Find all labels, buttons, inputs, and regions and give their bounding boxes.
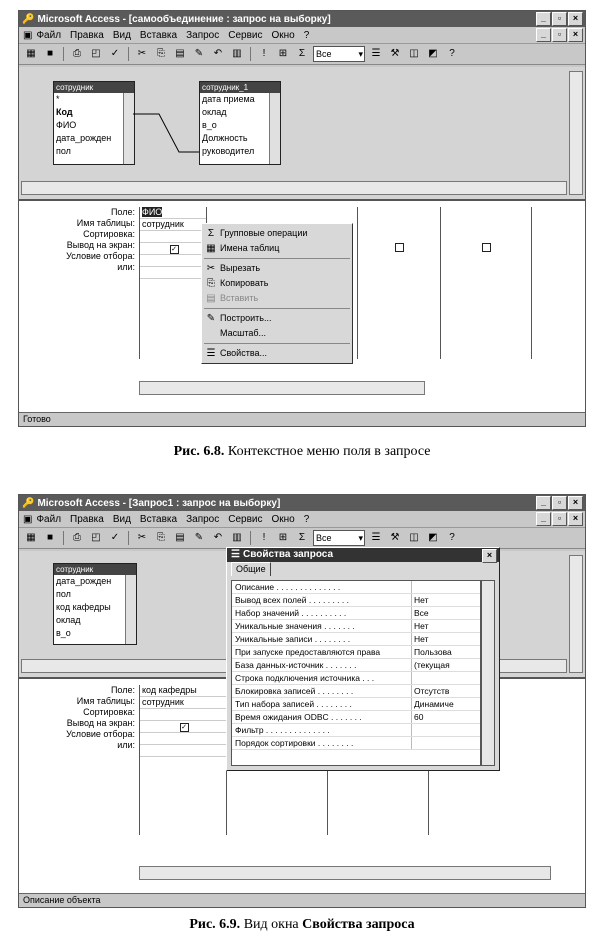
criteria-cell[interactable] [140,255,206,267]
menu-separator [204,308,350,309]
field-item[interactable]: руководител [202,146,255,156]
copy-icon[interactable]: ⎘ [157,532,165,543]
grid-horizontal-scrollbar[interactable] [139,866,551,880]
menu-item-zoom[interactable] [202,326,352,341]
toolbar-separator [250,531,251,545]
window-title: Microsoft Access - [самообъединение : запрос на выборку] [37,13,331,25]
property-value[interactable] [412,672,480,684]
or-cell[interactable] [140,745,226,757]
access-key-icon: 🔑 [22,497,35,509]
toolbar-separator [128,531,129,545]
paste-icon: ▤ [206,293,216,304]
property-row[interactable] [232,633,480,646]
menu-help[interactable]: ? [303,29,310,41]
property-row[interactable] [232,581,480,594]
toolbar [19,528,585,549]
menu-edit[interactable]: Правка [70,29,104,41]
property-row[interactable] [232,724,480,737]
undo-icon[interactable]: ↶ [213,532,223,543]
show-checkbox[interactable]: ✓ [171,246,177,253]
property-row[interactable] [232,659,480,672]
access-key-icon: 🔑 [22,13,35,25]
property-row[interactable] [232,607,480,620]
grid-row-labels [19,685,137,751]
menu-item-label: Копировать [220,278,269,288]
show-cell[interactable] [140,243,206,255]
criteria-cell[interactable] [140,733,226,745]
toolbar [19,44,585,65]
menu-separator [204,343,350,344]
property-row[interactable] [232,698,480,711]
property-value[interactable]: Динамиче [414,699,454,709]
show-checkbox[interactable] [482,243,491,252]
field-item[interactable]: оклад [56,615,81,625]
save-icon[interactable]: ■ [46,532,54,543]
or-cell[interactable] [140,267,206,279]
paste-icon[interactable]: ▤ [175,48,185,59]
figure-caption-1 [0,444,604,460]
field-item[interactable]: пол [56,589,71,599]
spelling-icon[interactable]: ✓ [110,48,120,59]
row-label-field: Поле: [110,685,135,695]
field-cell[interactable]: код кафедры [140,685,226,697]
paste-icon[interactable]: ▤ [175,532,185,543]
grid-column-5[interactable] [531,207,579,359]
menu-query[interactable]: Запрос [186,29,220,41]
copy-icon: ⎘ [207,278,215,289]
table-pane [19,67,585,201]
status-bar: Описание объекта [19,893,585,907]
top-values-combo[interactable]: Все ▾ [313,530,365,546]
row-label-criteria: Условие отбора: [66,729,135,739]
row-label-or: или: [117,740,135,750]
cut-icon[interactable]: ✂ [137,48,147,59]
properties-title-bar [227,548,499,562]
show-cell[interactable] [140,721,226,733]
title-bar [19,495,585,511]
menu-view[interactable]: Вид [112,513,131,525]
toolbar-separator [63,47,64,61]
field-cell[interactable] [140,207,206,219]
property-name: Тип набора записей . . . . . . . . [232,698,412,710]
tab-general[interactable]: Общие [231,562,271,576]
field-item[interactable]: дата_рожден [56,133,112,143]
property-name: Блокировка записей . . . . . . . . [232,685,412,697]
property-value[interactable]: Все [414,608,429,618]
property-value[interactable]: Пользова [414,647,452,657]
field-item[interactable]: оклад [202,107,227,117]
field-item[interactable]: код кафедры [56,602,111,612]
menu-item-paste [202,291,352,306]
run-icon[interactable]: ! [262,532,266,543]
row-label-sort: Сортировка: [83,707,135,717]
cut-icon: ✂ [206,263,216,274]
view-icon[interactable]: ▦ [26,532,36,543]
cut-icon[interactable]: ✂ [137,532,147,543]
row-label-table: Имя таблицы: [76,218,135,228]
table-scrollbar[interactable] [125,575,136,644]
show-checkbox[interactable]: ✓ [181,724,187,731]
menu-window[interactable]: Окно [271,29,295,41]
copy-icon[interactable]: ⎘ [157,48,165,59]
caption-window-name: Свойства запроса [302,917,415,932]
menu-item-cut[interactable] [202,261,352,276]
property-name: Набор значений . . . . . . . . . . [232,607,412,619]
property-name: База данных-источник . . . . . . . [232,659,412,671]
menu-item-table-names[interactable] [202,241,352,256]
property-value[interactable]: Нет [414,595,429,605]
vertical-scrollbar[interactable] [569,555,583,673]
undo-icon[interactable]: ↶ [213,48,223,59]
spelling-icon[interactable]: ✓ [110,532,120,543]
grid-column-3[interactable] [357,207,440,359]
show-table-icon[interactable]: ⊞ [278,48,288,59]
query-properties-window [226,547,500,771]
figure-caption-2 [0,917,604,933]
properties-icon[interactable]: ☰ [371,532,381,543]
menu-help[interactable]: ? [303,513,310,525]
menu-file[interactable]: Файл [36,29,62,41]
menu-view[interactable]: Вид [112,29,131,41]
field-item[interactable]: дата приема [202,94,255,104]
save-icon[interactable]: ■ [46,48,54,59]
context-menu [201,223,353,364]
property-name: Уникальные значения . . . . . . . [232,620,412,632]
menu-tools[interactable]: Сервис [228,29,263,41]
field-item[interactable]: * [56,94,60,104]
field-cell-value: ФИО [142,207,163,217]
print-icon[interactable]: ⎙ [73,532,81,543]
table-title: сотрудник [54,82,134,93]
menu-bar [19,27,585,44]
property-name: Порядок сортировки . . . . . . . . [232,737,412,749]
doc-maximize-button[interactable]: ▫ [552,28,567,42]
sigma-icon: Σ [207,228,215,239]
database-window-icon[interactable]: ◫ [409,532,419,543]
property-row[interactable] [232,737,480,750]
menu-separator [204,258,350,259]
property-row[interactable] [232,711,480,724]
field-item[interactable]: Должность [202,133,248,143]
menu-window[interactable]: Окно [271,513,295,525]
property-value[interactable]: 60 [414,712,424,722]
properties-list [231,580,481,766]
property-name: Вывод всех полей . . . . . . . . . [232,594,412,606]
properties-close-button[interactable]: × [482,549,497,563]
menu-tools[interactable]: Сервис [228,513,263,525]
properties-icon[interactable]: ☰ [371,48,381,59]
grid-column-1[interactable] [139,685,226,835]
build-wand-icon: ✎ [206,313,216,324]
row-label-or: или: [117,262,135,272]
maximize-button[interactable]: ▫ [552,496,567,510]
preview-icon[interactable]: ◰ [91,532,101,543]
caption-text: Контекстное меню поля в запросе [224,444,431,459]
top-values-combo[interactable]: Все ▾ [313,46,365,62]
maximize-button[interactable]: ▫ [552,12,567,26]
window-title: Microsoft Access - [Запрос1 : запрос на выборку] [37,497,281,509]
new-object-icon[interactable]: ◩ [428,48,438,59]
properties-icon: ☰ [231,549,240,560]
run-icon[interactable]: ! [262,48,266,59]
property-row[interactable] [232,646,480,659]
row-label-sort: Сортировка: [83,229,135,239]
menu-item-label: Имена таблиц [220,243,280,253]
menu-item-label: Построить... [220,313,272,323]
table-sotrudnik[interactable] [53,563,137,645]
table-title: сотрудник_1 [200,82,280,93]
grid-horizontal-scrollbar[interactable] [139,381,425,395]
menu-edit[interactable]: Правка [70,513,104,525]
build-icon[interactable]: ⚒ [390,48,400,59]
row-label-table: Имя таблицы: [76,696,135,706]
property-value[interactable]: Отсутств [414,686,450,696]
table-cell[interactable]: сотрудник [140,219,206,231]
row-label-criteria: Условие отбора: [66,251,135,261]
menu-item-label: Свойства... [220,348,268,358]
close-button[interactable]: × [568,12,583,26]
table-cell[interactable]: сотрудник [140,697,226,709]
toolbar-separator [128,47,129,61]
document-icon[interactable]: ▣ [23,513,33,525]
access-window-1 [18,10,586,427]
menu-item-properties[interactable] [202,346,352,361]
row-label-show: Вывод на экран: [66,240,135,250]
property-row[interactable] [232,594,480,607]
format-painter-icon[interactable]: ✎ [194,532,204,543]
property-value[interactable] [412,737,480,749]
property-name: Описание . . . . . . . . . . . . . . [232,581,412,593]
properties-tabs [227,562,499,576]
table-names-icon: ▦ [206,243,216,254]
show-table-icon[interactable]: ⊞ [278,532,288,543]
show-checkbox[interactable] [395,243,404,252]
field-item[interactable]: в_о [202,120,217,130]
help-icon[interactable]: ? [449,48,455,59]
menu-item-label: Вставить [220,293,259,303]
doc-close-button[interactable]: × [568,28,583,42]
caption-text: Вид окна [240,917,303,932]
query-type-icon[interactable]: ▥ [232,532,242,543]
menu-item-label: Вырезать [220,263,261,273]
toolbar-separator [63,531,64,545]
field-item[interactable]: дата_рожден [56,576,112,586]
menu-bar [19,511,585,528]
horizontal-scrollbar[interactable] [21,181,567,195]
build-icon[interactable]: ⚒ [390,532,400,543]
row-label-field: Поле: [110,207,135,217]
property-value[interactable] [412,724,480,736]
property-name: Уникальные записи . . . . . . . . [232,633,412,645]
title-bar [19,11,585,27]
menu-query[interactable]: Запрос [186,513,220,525]
property-value[interactable] [412,581,480,593]
grid-row-labels [19,207,137,273]
menu-insert[interactable]: Вставка [139,29,178,41]
totals-icon[interactable]: Σ [298,532,306,543]
view-icon[interactable]: ▦ [26,48,36,59]
print-icon[interactable]: ⎙ [73,48,81,59]
sort-cell[interactable] [140,231,206,243]
property-row[interactable] [232,685,480,698]
join-line [19,67,319,187]
property-name: При запуске предоставляются права [232,646,412,658]
row-label-show: Вывод на экран: [66,718,135,728]
field-item[interactable]: ФИО [56,120,77,130]
document-icon[interactable]: ▣ [23,29,33,41]
property-row[interactable] [232,672,480,685]
menu-item-label: Групповые операции [220,228,308,238]
doc-maximize-button[interactable]: ▫ [552,512,567,526]
properties-title: Свойства запроса [242,549,334,560]
caption-number: Рис. 6.9. [189,917,241,932]
property-value[interactable]: Нет [414,634,429,644]
minimize-button[interactable]: _ [536,496,551,510]
preview-icon[interactable]: ◰ [91,48,101,59]
format-painter-icon[interactable]: ✎ [194,48,204,59]
property-value[interactable]: Нет [414,621,429,631]
menu-item-totals[interactable] [202,226,352,241]
doc-minimize-button[interactable]: _ [536,28,551,42]
sort-cell[interactable] [140,709,226,721]
property-row[interactable] [232,620,480,633]
menu-item-build[interactable] [202,311,352,326]
menu-item-label: Масштаб... [220,328,267,338]
database-window-icon[interactable]: ◫ [409,48,419,59]
vertical-scrollbar[interactable] [569,71,583,195]
property-name: Фильтр . . . . . . . . . . . . . . [232,724,412,736]
properties-scrollbar[interactable] [481,580,495,766]
grid-column-1[interactable] [139,207,206,359]
field-item[interactable]: в_о [56,628,71,638]
caption-number: Рис. 6.8. [173,444,225,459]
property-value[interactable]: (текущая [414,660,450,670]
menu-file[interactable]: Файл [36,513,62,525]
property-name: Строка подключения источника . . . [232,672,412,684]
new-object-icon[interactable]: ◩ [428,532,438,543]
field-item[interactable]: пол [56,146,71,156]
toolbar-separator [250,47,251,61]
minimize-button[interactable]: _ [536,12,551,26]
field-item[interactable]: Код [56,107,73,117]
grid-column-4[interactable] [440,207,531,359]
properties-icon: ☰ [206,348,216,359]
doc-close-button[interactable]: × [568,512,583,526]
menu-insert[interactable]: Вставка [139,513,178,525]
close-button[interactable]: × [568,496,583,510]
status-bar: Готово [19,412,585,426]
help-icon[interactable]: ? [449,532,455,543]
query-type-icon[interactable]: ▥ [232,48,242,59]
doc-minimize-button[interactable]: _ [536,512,551,526]
property-name: Время ожидания ODBC . . . . . . . [232,711,412,723]
totals-icon[interactable]: Σ [298,48,306,59]
table-title: сотрудник [54,564,136,575]
menu-item-copy[interactable] [202,276,352,291]
